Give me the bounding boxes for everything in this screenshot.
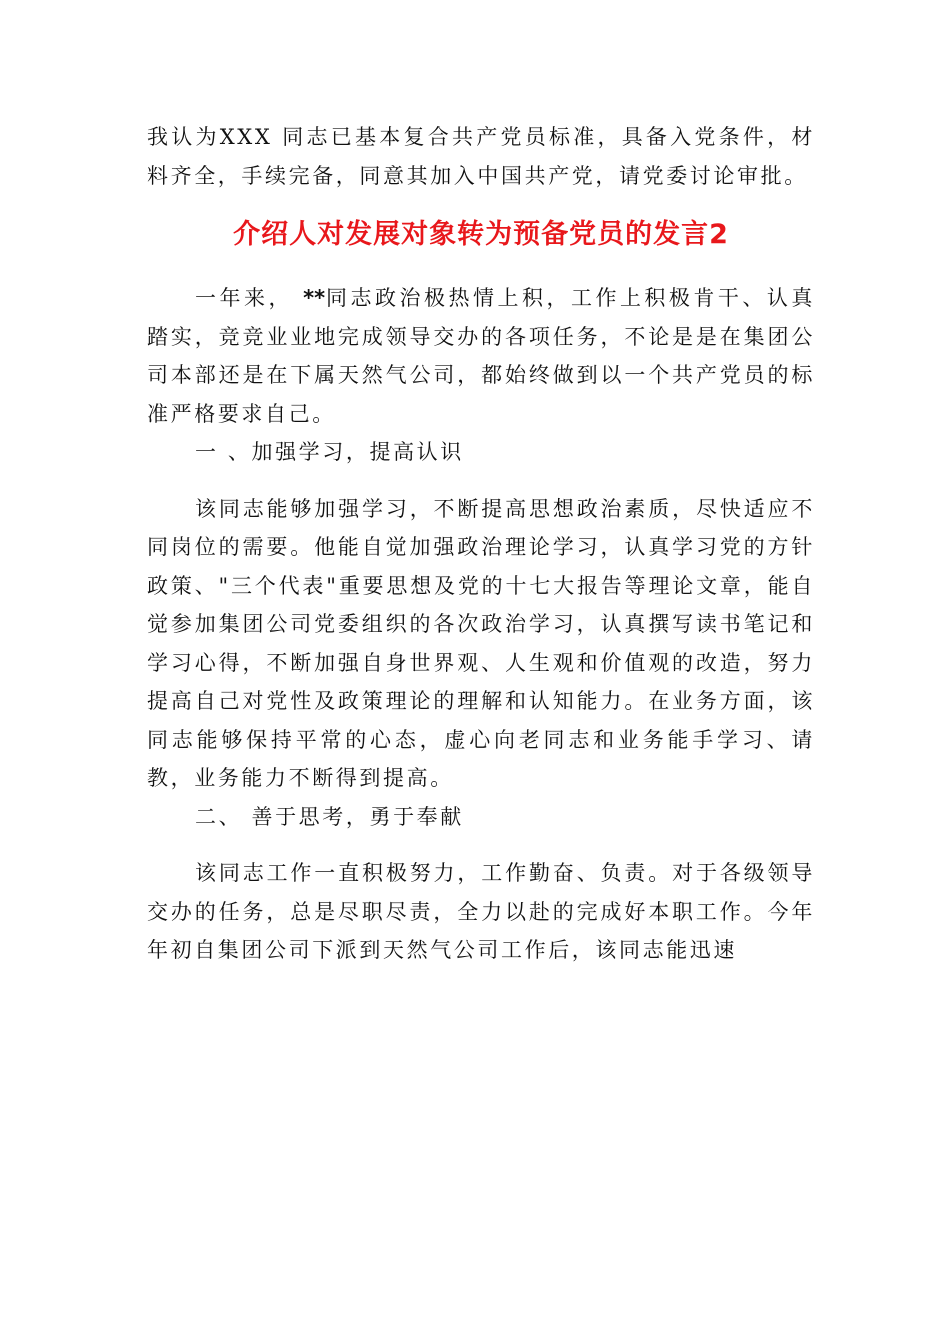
section-heading-1: 一 、加强学习，提高认识 — [195, 440, 464, 464]
section-body-2: 该同志工作一直积极努力，工作勤奋、负责。对于各级领导交办的任务，总是尽职尽责，全力以赴的完成好本职工作。今年年初自集团公司下派到天然气公司工作后，该同志能迅速 — [147, 861, 815, 962]
section-body-1: 该同志能够加强学习，不断提高思想政治素质，尽快适应不同岗位的需要。他能自觉加强政治理论学习，认真学习党的方针政策、"三个代表"重要思想及党的十七大报告等理论文章，能自觉参加集团公司党委组织的各次政治学习，认真撰写读书笔记和学习心得，不断加强自身世界观、人生观和价值观的改造，努力提高自己对党性及政策理论的理解和认知能力。在业务方面，该同志能够保持平常的心态，虚心向老同志和业务能手学习、请教，业务能力不断得到提高。 — [147, 496, 815, 790]
document-content — [147, 118, 815, 970]
name-placeholder: ** — [303, 286, 326, 310]
section-heading-2: 二、 善于思考，勇于奉献 — [195, 804, 464, 829]
document-title: 介绍人对发展对象转为预备党员的发言2 — [233, 219, 729, 250]
intro-paragraph — [147, 279, 815, 433]
intro-prefix: 一年来， — [195, 286, 293, 310]
continuation-paragraph: 我认为XXX 同志已基本复合共产党员标准，具备入党条件，材料齐全，手续完备，同意其加入中国共产党，请党委讨论审批。 — [147, 125, 815, 188]
intro-text: 同志政治极热情上积，工作上积极肯干、认真踏实，竞竞业业地完成领导交办的各项任务，不论是是在集团公司本部还是在下属天然气公司，都始终做到以一个共产党员的标准严格要求自己。 — [147, 286, 815, 426]
